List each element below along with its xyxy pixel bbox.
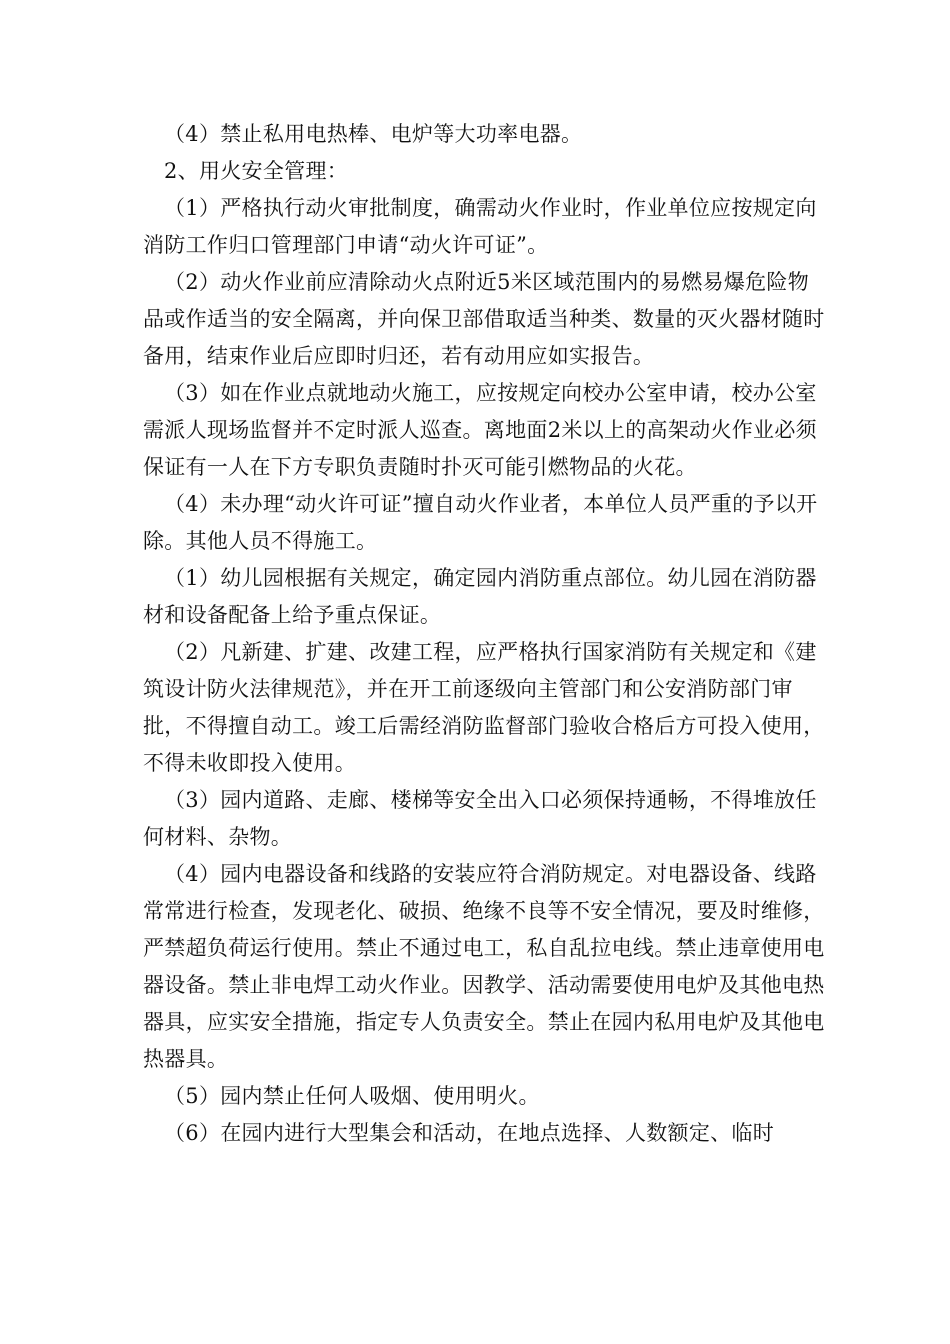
paragraph-11: （6）在园内进行大型集会和活动，在地点选择、人数额定、临时 xyxy=(164,1121,775,1145)
paragraph-3: （2）动火作业前应清除动火点附近5米区域范围内的易燃易爆危险物品或作适当的安全隔离，并向保卫部借取适当种类、数量的灭火器材随时备用，结束作业后应即时归还，若有动用应如实报告。 xyxy=(143,270,825,368)
paragraph-5: （4）未办理“动火许可证”擅自动火作业者，本单位人员严重的予以开除。其他人员不得施工。 xyxy=(143,492,818,553)
paragraph-6: （1）幼儿园根据有关规定，确定园内消防重点部位。幼儿园在消防器材和设备配备上给予重点保证。 xyxy=(143,566,817,627)
paragraph-4: （3）如在作业点就地动火施工，应按规定向校办公室申请，校办公室需派人现场监督并不定时派人巡查。离地面2米以上的高架动火作业必须保证有一人在下方专职负责随时扑灭可能引燃物品的火花。 xyxy=(143,381,817,479)
paragraph-10: （5）园内禁止任何人吸烟、使用明火。 xyxy=(164,1084,540,1108)
paragraph-1: （4）禁止私用电热棒、电炉等大功率电器。 xyxy=(164,122,583,146)
paragraph-9: （4）园内电器设备和线路的安装应符合消防规定。对电器设备、线路常常进行检查，发现老化、破损、绝缘不良等不安全情况，要及时维修，严禁超负荷运行使用。禁止不通过电工，私自乱拉电线。禁止违章使用电器设备。禁止非电焊工动火作业。因教学、活动需要使用电炉及其他电热器具，应实安全措施，指定专人负责安全。禁止在园内私用电炉及其他电热器具。 xyxy=(143,862,825,1071)
paragraph-2: （1）严格执行动火审批制度，确需动火作业时，作业单位应按规定向消防工作归口管理部门申请“动火许可证”。 xyxy=(143,196,817,257)
paragraph-8: （3）园内道路、走廊、楼梯等安全出入口必须保持通畅，不得堆放任何材料、杂物。 xyxy=(143,788,817,849)
section-heading-fire-safety: 2、用火安全管理： xyxy=(164,159,349,183)
paragraph-7: （2）凡新建、扩建、改建工程，应严格执行国家消防有关规定和《建筑设计防火法律规范》，并在开工前逐级向主管部门和公安消防部门审批，不得擅自动工。竣工后需经消防监督部门验收合格后方可投入使用，不得未收即投入使用。 xyxy=(143,640,825,775)
